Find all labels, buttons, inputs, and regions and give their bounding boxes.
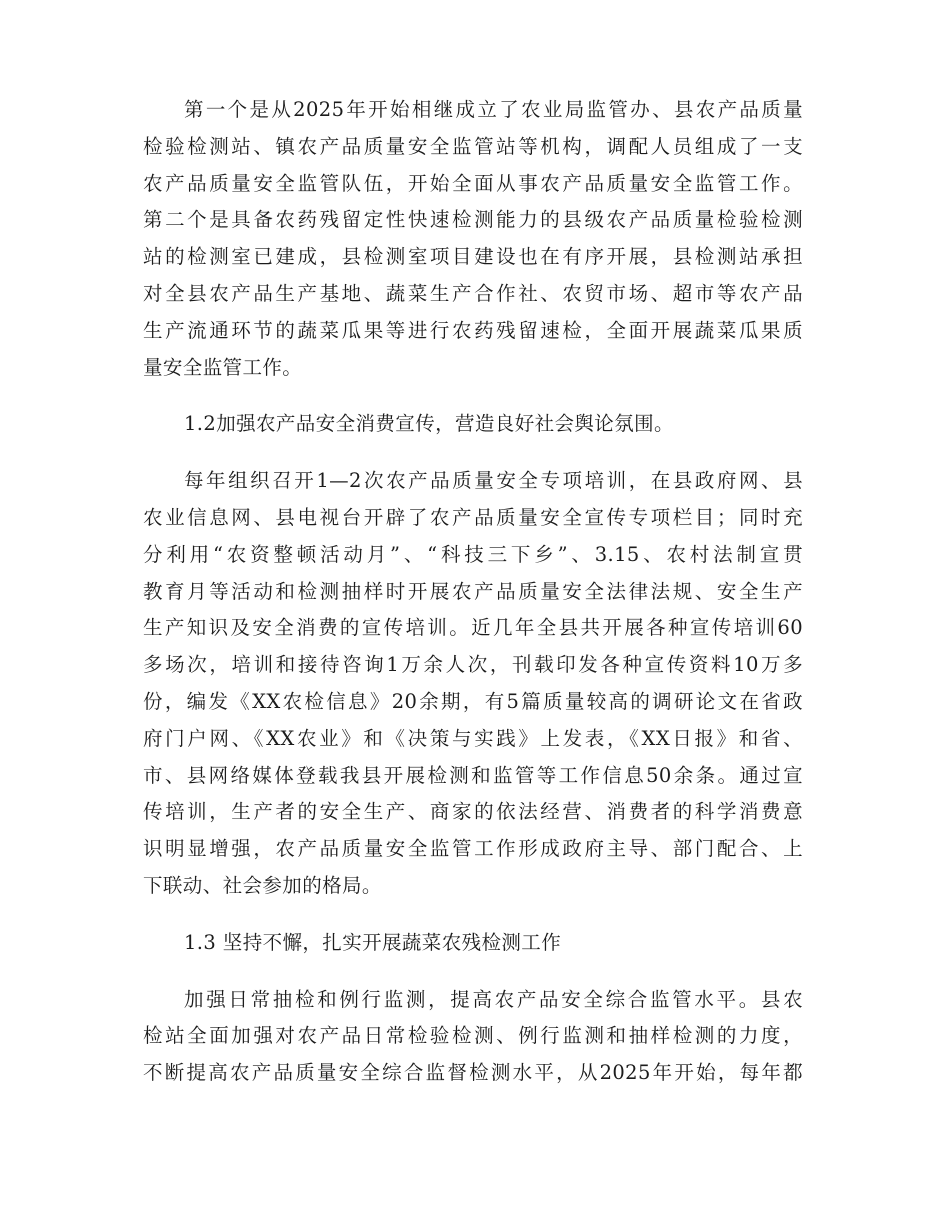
- document-body: [143, 92, 803, 1092]
- text-line: 份，编发《XX农检信息》20余期，有5篇质量较高的调研论文在省政: [143, 689, 803, 713]
- text-line: 检验检测站、镇农产品质量安全监管站等机构，调配人员组成了一支: [143, 134, 803, 158]
- paragraph-publicity: [143, 463, 803, 905]
- text-line: 每年组织召开1—2次农产品质量安全专项培训，在县政府网、县: [184, 469, 803, 493]
- text-line: 1.2加强农产品安全消费宣传，营造良好社会舆论氛围。: [184, 412, 674, 436]
- paragraph-monitoring: [143, 982, 803, 1092]
- text-line: 量安全监管工作。: [143, 355, 303, 379]
- text-line: 不断提高农产品质量安全综合监督检测水平，从2025年开始，每年都: [143, 1061, 803, 1085]
- text-line: 分利用“农资整顿活动月”、“科技三下乡”、3.15、农村法制宣贯: [143, 542, 803, 566]
- text-line: 第一个是从2025年开始相继成立了农业局监管办、县农产品质量: [184, 98, 803, 121]
- text-line: 传培训，生产者的安全生产、商家的依法经营、消费者的科学消费意: [143, 800, 803, 824]
- text-line: 生产知识及安全消费的宣传培训。近几年全县共开展各种宣传培训60: [143, 616, 803, 640]
- text-line: 第二个是具备农药残留定性快速检测能力的县级农产品质量检验检测: [143, 208, 803, 232]
- text-line: 教育月等活动和检测抽样时开展农产品质量安全法律法规、安全生产: [143, 579, 803, 603]
- text-line: 生产流通环节的蔬菜瓜果等进行农药残留速检，全面开展蔬菜瓜果质: [143, 318, 803, 342]
- section-heading-1-3: [143, 925, 803, 962]
- text-line: 识明显增强，农产品质量安全监管工作形成政府主导、部门配合、上: [143, 837, 803, 861]
- text-line: 多场次，培训和接待咨询1万余人次，刊载印发各种宣传资料10万多: [143, 653, 803, 677]
- text-line: 下联动、社会参加的格局。: [143, 873, 382, 897]
- text-line: 1.3 坚持不懈，扎实开展蔬菜农残检测工作: [184, 930, 562, 954]
- paragraph-institutions: [143, 92, 803, 386]
- text-line: 农业信息网、县电视台开辟了农产品质量安全宣传专项栏目；同时充: [143, 505, 803, 529]
- text-line: 检站全面加强对农产品日常检验检测、例行监测和抽样检测的力度，: [143, 1024, 803, 1048]
- text-line: 市、县网络媒体登载我县开展检测和监管等工作信息50余条。通过宣: [143, 763, 803, 787]
- text-line: 加强日常抽检和例行监测，提高农产品安全综合监管水平。县农: [184, 987, 803, 1011]
- text-line: 对全县农产品生产基地、蔬菜生产合作社、农贸市场、超市等农产品: [143, 281, 803, 305]
- text-line: 府门户网、《XX农业》和《决策与实践》上发表，《XX日报》和省、: [143, 726, 803, 750]
- text-line: 农产品质量安全监管队伍，开始全面从事农产品质量安全监管工作。: [143, 171, 803, 195]
- text-line: 站的检测室已建成，县检测室项目建设也在有序开展，县检测站承担: [143, 245, 803, 269]
- section-heading-1-2: [143, 406, 803, 443]
